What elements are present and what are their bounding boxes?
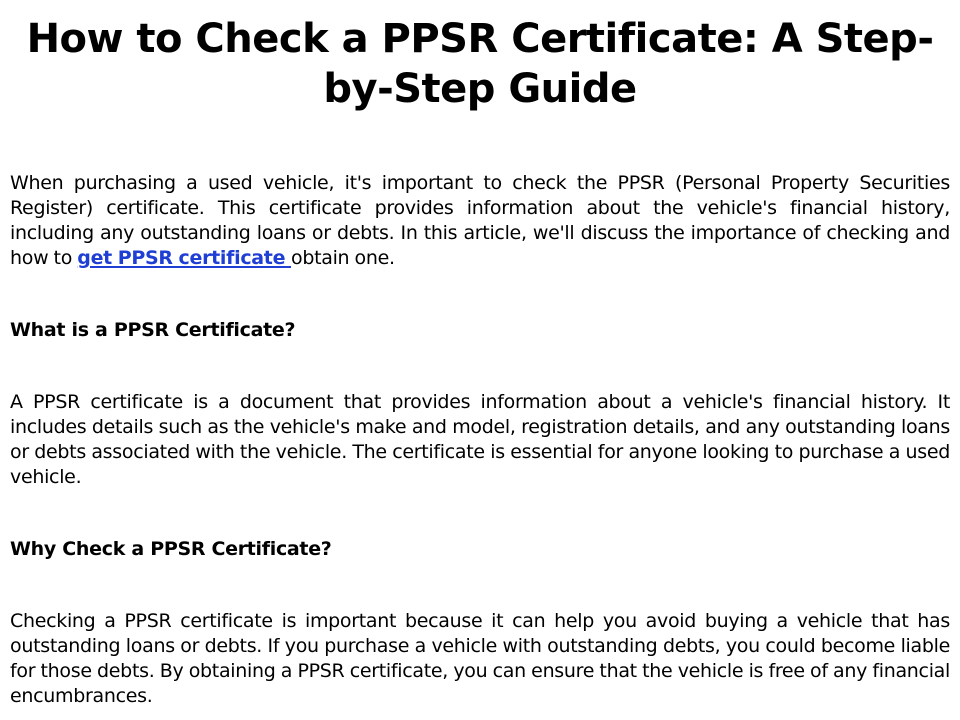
- section-heading: What is a PPSR Certificate?: [10, 319, 296, 341]
- section-paragraph: Checking a PPSR certificate is important because it can help you avoid buying a vehicle that has outstanding loans or debts. If you purchase a vehicle with outstanding debts, you could become liable for those debts. By obtaining a PPSR certificate, you can ensure that the vehicle is free of any financial encumbrances.: [10, 610, 950, 707]
- page-title: How to Check a PPSR Certificate: A Step-by-Step Guide: [26, 16, 934, 112]
- intro-text: When purchasing a used vehicle, it's important to check the PPSR (Personal Property Securities Register) certificate. This certificate provides information about the vehicle's financial history, including any outstanding loans or debts. In this article, we'll discuss the importance of checking and how to: [10, 172, 950, 269]
- get-ppsr-certificate-link[interactable]: get PPSR certificate: [77, 247, 291, 269]
- intro-text-end: obtain one.: [291, 247, 395, 269]
- spacer: [10, 271, 950, 318]
- section-paragraph: A PPSR certificate is a document that provides information about a vehicle's financial history. It includes details such as the vehicle's make and model, registration details, and any outstanding loans or debts associated with the vehicle. The certificate is essential for anyone looking to purchase a used vehicle.: [10, 391, 950, 488]
- spacer: [10, 490, 950, 537]
- intro-paragraph: [10, 171, 950, 271]
- spacer: [10, 343, 950, 390]
- section-heading: Why Check a PPSR Certificate?: [10, 538, 332, 560]
- spacer: [10, 562, 950, 609]
- article-body: [10, 171, 950, 709]
